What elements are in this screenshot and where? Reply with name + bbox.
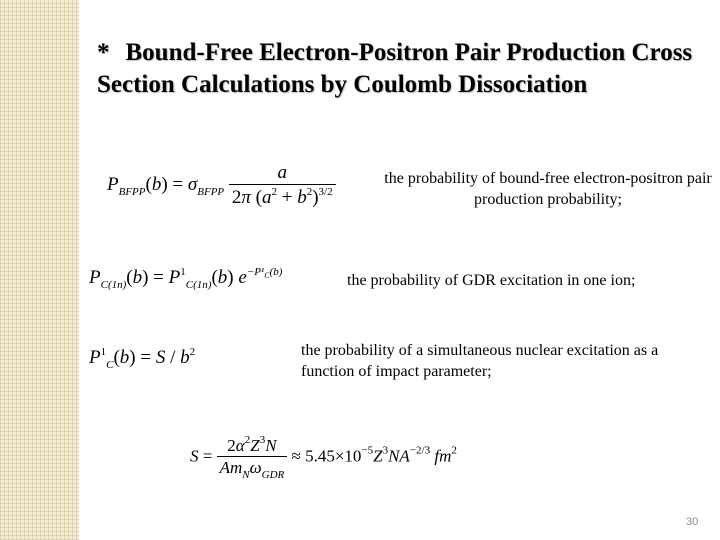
description-bfpp: the probability of bound-free electron-positron pair production probability; <box>384 170 712 208</box>
fraction: $\frac{a}{2\pi (a^2 + b^2)^{3/2}}$ <box>229 162 336 209</box>
slide-title <box>97 37 697 101</box>
title-bullet-star: * <box>97 39 110 66</box>
formula-gdr: $P_{C(1n)}(b) = P^1_{C(1n)}(b)$ $e^{-P^1_C(b)}$ <box>89 266 283 291</box>
page-number: 30 <box>686 516 699 528</box>
formula-s-value: S = $\frac{2\alpha^2Z^3N}{Am_N\omega_{GDR}}$ ≈ $5.45\times 10^{-5}Z^3NA^{-2/3}$ $fm^2$ <box>190 434 457 481</box>
description-gdr: the probability of GDR excitation in one ion; <box>347 272 636 289</box>
decorative-left-strip <box>0 0 79 540</box>
title-text: Bound-Free Electron-Positron Pair Production Cross Section Calculations by Coulomb Dissociation <box>97 39 693 98</box>
formula-bfpp: $P_{BFPP}(b) = \sigma_{BFPP}$ $\frac{a}{2\pi (a^2 + b^2)^{3/2}}$ <box>107 162 336 209</box>
description-nuclear: the probability of a simultaneous nuclear excitation as a function of impact parameter; <box>301 342 659 380</box>
formula-nuclear: $P^1_C(b) = S / b^2$ <box>89 346 196 371</box>
fraction: $\frac{2\alpha^2Z^3N}{Am_N\omega_{GDR}}$ <box>217 434 288 481</box>
